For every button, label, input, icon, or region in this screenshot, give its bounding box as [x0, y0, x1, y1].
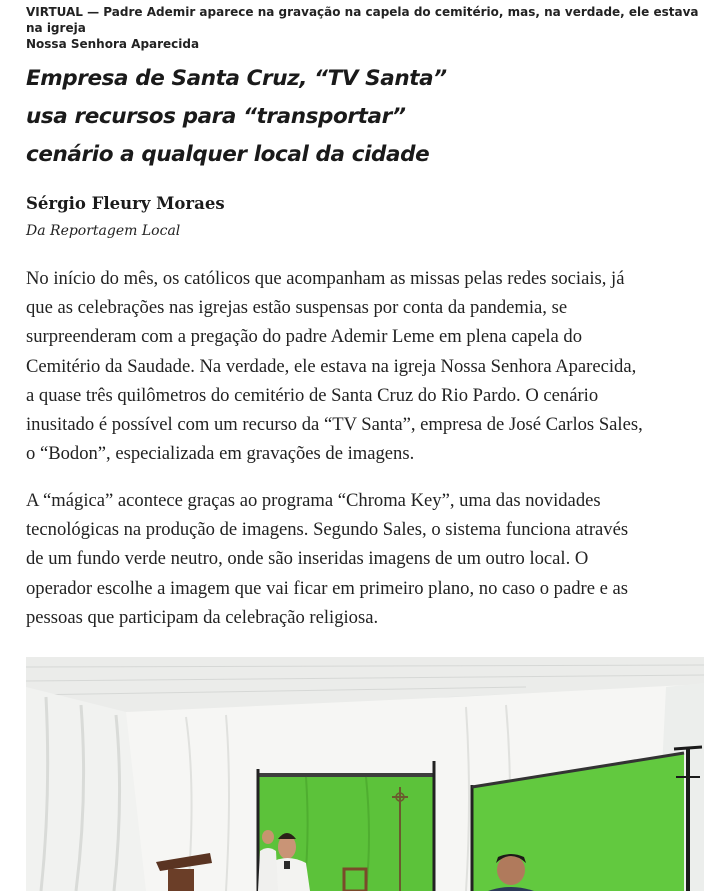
paragraph-line: o “Bodon”, especializada em gravações de imagens. — [26, 443, 415, 465]
paragraph-line: Cemitério da Saudade. Na verdade, ele estava na igreja Nossa Senhora Aparecida, — [26, 355, 637, 377]
paragraph-line: surpreenderam com a pregação do padre Ademir Leme em plena capela do — [26, 326, 582, 348]
article-headline — [26, 60, 676, 174]
paragraph-line: inusitado é possível com um recurso da “TV Santa”, empresa de José Carlos Sales, — [26, 414, 643, 436]
paragraph-line: A “mágica” acontece graças ao programa “Chroma Key”, uma das novidades — [26, 490, 601, 511]
article-photo — [26, 657, 704, 891]
paragraph-line: de um fundo verde neutro, onde são inseridas imagens de um outro local. O — [26, 548, 589, 570]
headline-line-1: Empresa de Santa Cruz, “TV Santa” — [26, 66, 447, 91]
byline-department: Da Reportagem Local — [26, 223, 181, 239]
photo-caption — [26, 4, 706, 52]
caption-line-1: VIRTUAL — Padre Ademir aparece na gravação na capela do cemitério, mas, na verdade, ele estava na igreja — [26, 5, 699, 35]
headline-line-2: usa recursos para “transportar” — [26, 104, 406, 129]
headline-line-3: cenário a qualquer local da cidade — [26, 142, 430, 167]
article-paragraph-2 — [26, 486, 706, 632]
paragraph-line: que as celebrações nas igrejas estão suspensas por conta da pandemia, se — [26, 297, 568, 319]
paragraph-line: pessoas que participam da celebração religiosa. — [26, 606, 379, 628]
byline-author: Sérgio Fleury Moraes — [26, 194, 225, 213]
paragraph-line: operador escolhe a imagem que vai ficar em primeiro plano, no caso o padre e as — [26, 577, 628, 599]
caption-line-2: Nossa Senhora Aparecida — [26, 37, 200, 51]
photo-green-screen-chapel — [26, 657, 704, 891]
article-paragraph-1 — [26, 264, 706, 468]
paragraph-line: tecnológicas na produção de imagens. Segundo Sales, o sistema funciona através — [26, 519, 629, 541]
paragraph-line: a quase três quilômetros do cemitério de Santa Cruz do Rio Pardo. O cenário — [26, 384, 599, 406]
paragraph-line: No início do mês, os católicos que acompanham as missas pelas redes sociais, já — [26, 268, 625, 289]
